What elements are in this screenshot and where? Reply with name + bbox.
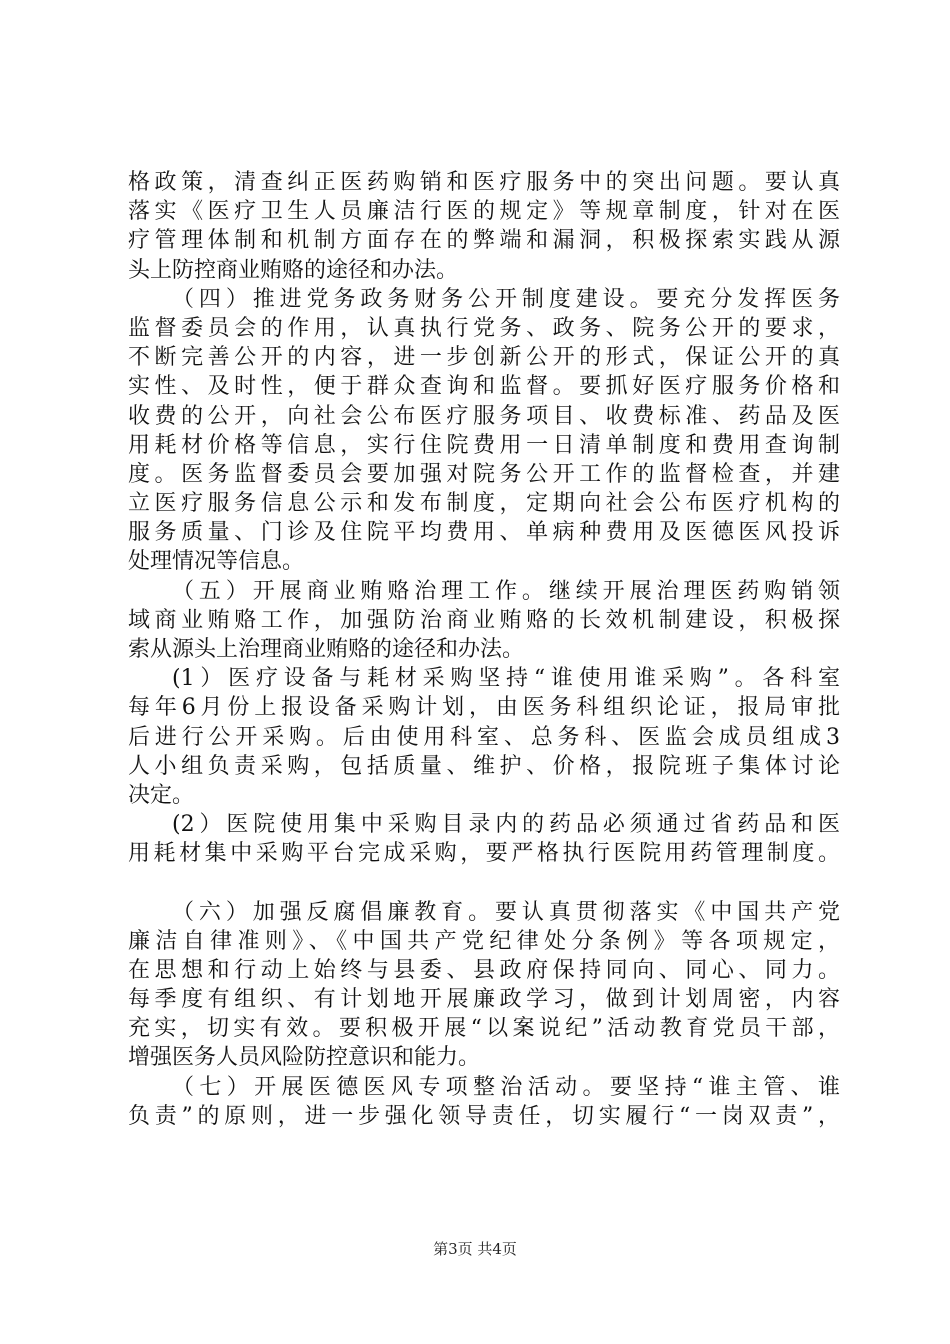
text-line: 头上防控商业贿赂的途径和办法。 <box>128 257 459 283</box>
paragraph-start-line: （五）开展商业贿赂治理工作。继续开展治理医药购销领 <box>172 578 840 604</box>
text-line: 充实，切实有效。要积极开展“以案说纪”活动教育党员干部， <box>128 1016 840 1042</box>
text-line: 在思想和行动上始终与县委、县政府保持同向、同心、同力。 <box>128 957 840 983</box>
text-line: 每年6月份上报设备采购计划，由医务科组织论证，报局审批 <box>128 695 840 721</box>
paragraph-start-line: （七）开展医德医风专项整治活动。要坚持“谁主管、谁 <box>172 1074 840 1100</box>
text-line: 增强医务人员风险防控意识和能力。 <box>128 1045 481 1071</box>
text-line: 不断完善公开的内容，进一步创新公开的形式，保证公开的真 <box>128 345 840 371</box>
paragraph-start-line: （四）推进党务政务财务公开制度建设。要充分发挥医务 <box>172 286 840 312</box>
text-line: 每季度有组织、有计划地开展廉政学习，做到计划周密，内容 <box>128 987 840 1013</box>
page-number-footer: 第3页 共4页 <box>433 1240 517 1258</box>
text-line: 监督委员会的作用，认真执行党务、政务、院务公开的要求， <box>128 315 840 341</box>
text-line: 立医疗服务信息公示和发布制度，定期向社会公布医疗机构的 <box>128 491 840 517</box>
text-line: 用耗材价格等信息，实行住院费用一日清单制度和费用查询制 <box>128 432 840 458</box>
text-line: 域商业贿赂工作，加强防治商业贿赂的长效机制建设，积极探 <box>128 607 840 633</box>
text-line: 后进行公开采购。后由使用科室、总务科、医监会成员组成3 <box>128 724 840 750</box>
text-line: 疗管理体制和机制方面存在的弊端和漏洞，积极探索实践从源 <box>128 228 840 254</box>
text-line: 收费的公开，向社会公布医疗服务项目、收费标准、药品及医 <box>128 403 840 429</box>
text-line: 负责”的原则，进一步强化领导责任，切实履行“一岗双责”， <box>128 1103 840 1129</box>
paragraph-start-line: （六）加强反腐倡廉教育。要认真贯彻落实《中国共产党 <box>172 899 840 925</box>
text-line: 廉洁自律准则》、《中国共产党纪律处分条例》等各项规定， <box>128 928 840 954</box>
paragraph-start-line: (2）医院使用集中采购目录内的药品必须通过省药品和医 <box>172 812 840 838</box>
text-line: 服务质量、门诊及住院平均费用、单病种费用及医德医风投诉 <box>128 520 840 546</box>
text-line: 度。医务监督委员会要加强对院务公开工作的监督检查，并建 <box>128 461 840 487</box>
text-line: 格政策，清查纠正医药购销和医疗服务中的突出问题。要认真 <box>128 170 840 195</box>
paragraph-start-line: (1）医疗设备与耗材采购坚持“谁使用谁采购”。各科室 <box>172 666 840 692</box>
text-line: 决定。 <box>128 782 195 808</box>
paragraph-gap <box>128 869 840 898</box>
text-line: 人小组负责采购，包括质量、维护、价格，报院班子集体讨论 <box>128 753 840 779</box>
text-line: 落实《医疗卫生人员廉洁行医的规定》等规章制度，针对在医 <box>128 199 840 225</box>
text-line: 实性、及时性，便于群众查询和监督。要抓好医疗服务价格和 <box>128 374 840 400</box>
document-body <box>128 168 840 1131</box>
text-line: 处理情况等信息。 <box>128 549 305 575</box>
text-line: 用耗材集中采购平台完成采购，要严格执行医院用药管理制度。 <box>128 841 840 867</box>
text-line: 索从源头上治理商业贿赂的途径和办法。 <box>128 637 525 662</box>
